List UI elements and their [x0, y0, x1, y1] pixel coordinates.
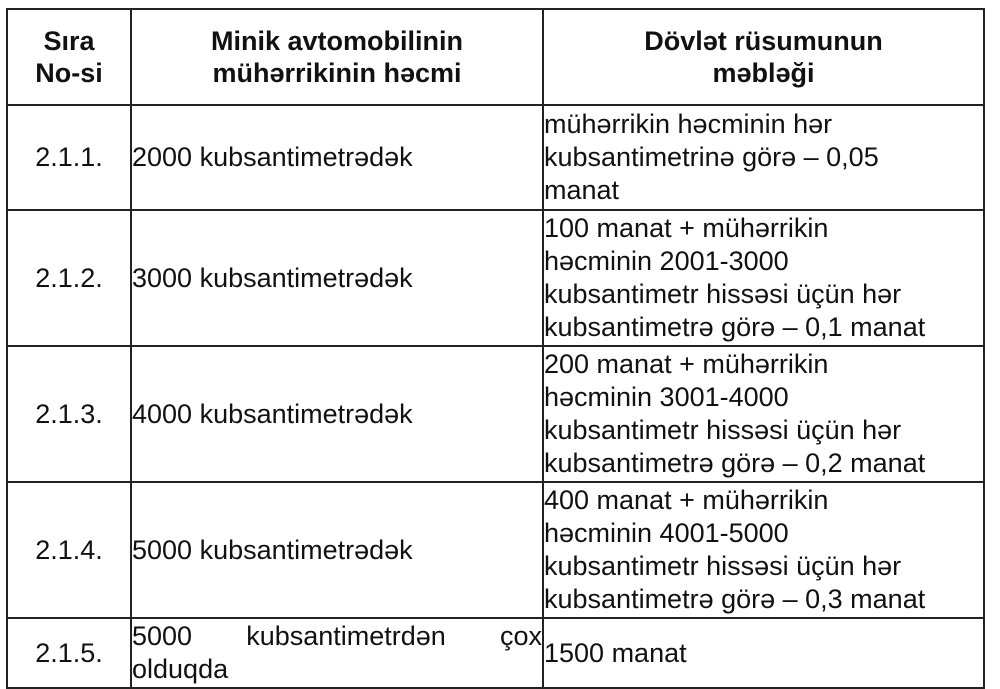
fee-amount-cell [543, 105, 984, 210]
table-header-row [7, 9, 984, 105]
engine-volume-cell: 2000 kubsantimetrədək [131, 105, 543, 210]
row-number: 2.1.4. [7, 482, 131, 618]
fee-amount-cell: 1500 manat [543, 618, 984, 688]
row-number: 2.1.1. [7, 105, 131, 210]
row-number: 2.1.3. [7, 346, 131, 482]
fee-amount-cell: 100 manat + mühərrikin həcminin 2001-3000 kubsantimetr hissəsi üçün hər kubsantimetrə görə – 0,1 manat [543, 210, 984, 346]
row-number: 2.1.2. [7, 210, 131, 346]
engine-volume-cell: 5000 kubsantimetrədək [131, 482, 543, 618]
fee-amount-text: mühərrikin həcminin hər kubsantimetrinə görə – 0,05 manat [544, 109, 879, 205]
engine-volume-cell: 5000 kubsantimetrdən çox olduqda [131, 618, 543, 688]
table-row [7, 618, 984, 688]
state-fee-table [6, 8, 985, 689]
table-row [7, 482, 984, 618]
fee-amount-cell: 400 manat + mühərrikin həcminin 4001-5000 kubsantimetr hissəsi üçün hər kubsantimetrə görə – 0,3 manat [543, 482, 984, 618]
table-row [7, 210, 984, 346]
header-engine-volume: Minik avtomobilinin mühərrikinin həcmi [131, 9, 543, 105]
engine-volume-cell: 4000 kubsantimetrədək [131, 346, 543, 482]
table-row [7, 346, 984, 482]
engine-volume-cell: 3000 kubsantimetrədək [131, 210, 543, 346]
table-row [7, 105, 984, 210]
fee-amount-cell: 200 manat + mühərrikin həcminin 3001-4000 kubsantimetr hissəsi üçün hər kubsantimetrə görə – 0,2 manat [543, 346, 984, 482]
header-row-number: Sıra No-si [7, 9, 131, 105]
header-fee-amount: Dövlət rüsumunun məbləği [543, 9, 984, 105]
row-number: 2.1.5. [7, 618, 131, 688]
